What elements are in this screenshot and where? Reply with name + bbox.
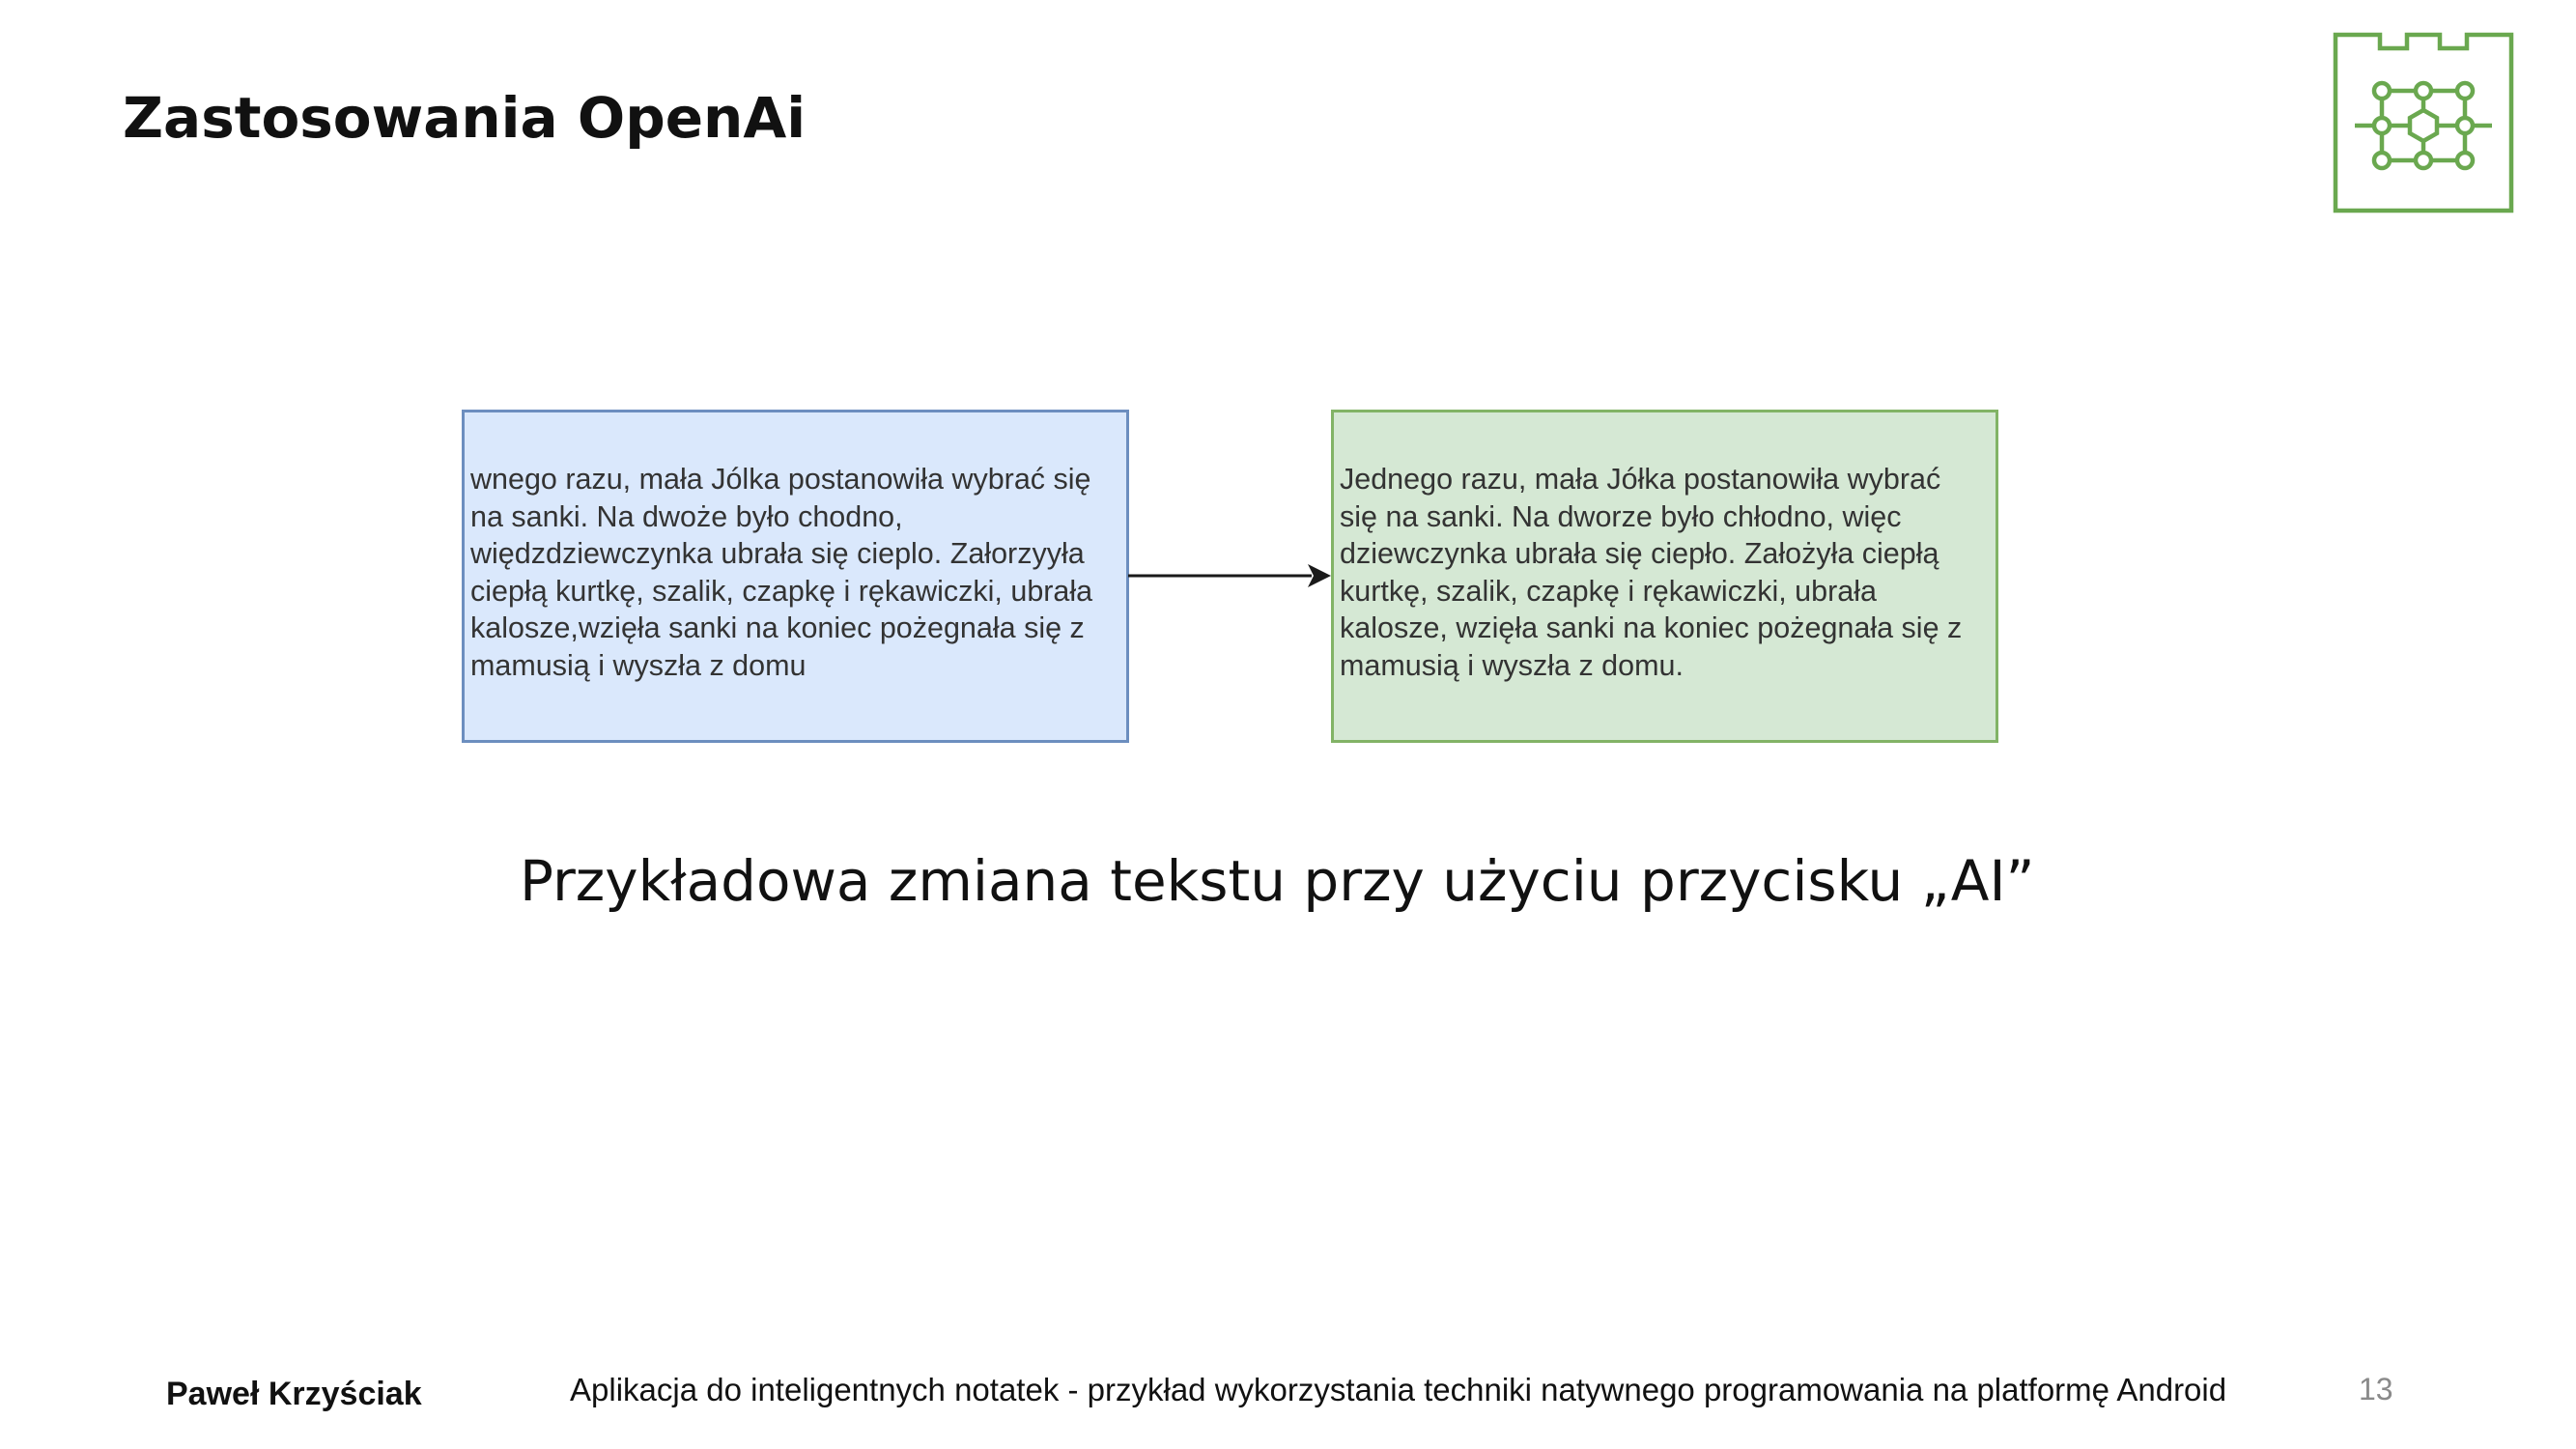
- original-text-box: [462, 410, 1129, 743]
- corrected-text-line: dziewczynka ubrała się ciepło. Założyła ciepłą: [1340, 537, 1939, 570]
- corrected-text-line: Jednego razu, mała Jółka postanowiła wybrać: [1340, 463, 1941, 496]
- corrected-text-line: się na sanki. Na dworze było chłodno, więc: [1340, 499, 1902, 533]
- corrected-text-box: [1331, 410, 1998, 743]
- original-text-line: mamusią i wyszła z domu: [470, 648, 807, 682]
- corrected-text-line: kalosze, wzięła sanki na koniec pożegnała się z: [1340, 611, 1963, 644]
- original-text-line: na sanki. Na dwoże było chodno,: [470, 499, 903, 533]
- original-text-line: ciepłą kurtkę, szalik, czapkę i rękawiczki, ubrała: [470, 574, 1093, 608]
- page-number: 13: [2359, 1372, 2393, 1406]
- arrow-right-icon: [1128, 558, 1333, 593]
- castle-circuit-icon: [2332, 31, 2515, 214]
- corrected-text-line: mamusią i wyszła z domu.: [1340, 648, 1684, 682]
- corrected-text-line: kurtkę, szalik, czapkę i rękawiczki, ubrała: [1340, 574, 1877, 608]
- original-text-line: więdzdziewczynka ubrała się cieplo. Załorzyyła: [470, 537, 1085, 570]
- footer-author: Paweł Krzyściak: [166, 1376, 422, 1412]
- footer-description: Aplikacja do inteligentnych notatek - przykład wykorzystania techniki natywnego programowania na platformę Android: [570, 1372, 2227, 1407]
- original-text-line: kalosze,wzięła sanki na koniec pożegnała się z: [470, 611, 1085, 644]
- original-text-line: wnego razu, mała Jólka postanowiła wybrać się: [470, 463, 1091, 496]
- diagram-caption: Przykładowa zmiana tekstu przy użyciu przycisku „AI”: [520, 848, 2035, 914]
- slide-title: Zastosowania OpenAi: [123, 85, 807, 151]
